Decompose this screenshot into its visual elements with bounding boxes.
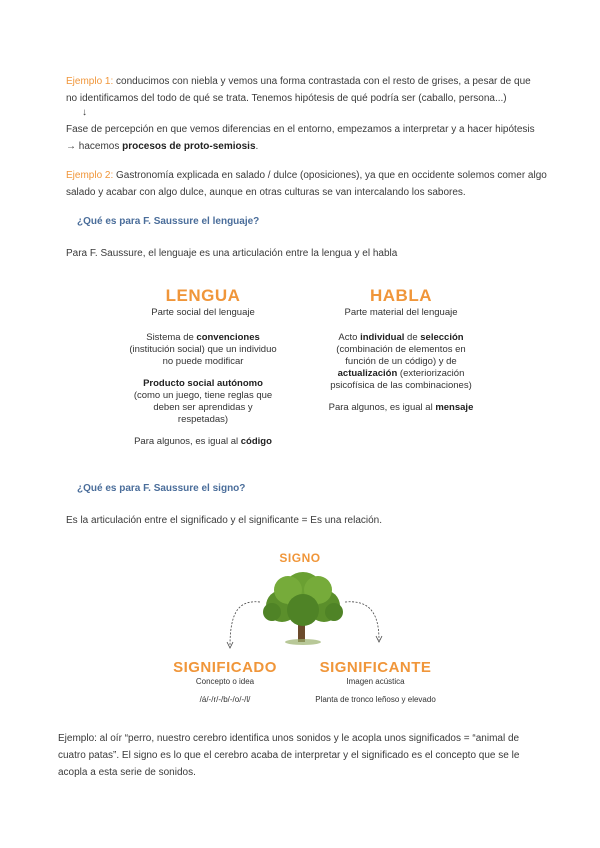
ejemplo2-label: Ejemplo 2: <box>66 170 114 181</box>
signo-definition: Es la articulación entre el significado y el significante = Es una relación. <box>66 515 383 526</box>
habla-title: HABLA <box>370 286 432 305</box>
ejemplo2-text: Gastronomía explicada en salado / dulce (oposiciones), ya que en occidente solemos comer algo salado y acabar con algo dulce, aunque en otras culturas se van intercalando los sabores. <box>66 170 547 198</box>
habla-p1-pre: Acto <box>338 332 361 343</box>
habla-column <box>325 286 477 414</box>
significante-block <box>313 659 438 704</box>
lengua-p1-bold: convenciones <box>196 332 260 343</box>
ejemplo1-text: conducimos con niebla y vemos una forma contrastada con el resto de grises, a pesar de que no identificamos del todo de qué se trata. Tenemos hipótesis de qué podría ser (caballo, persona...) <box>66 76 531 104</box>
habla-p2-pre: Para algunos, es igual al <box>328 402 436 413</box>
significante-title: SIGNIFICANTE <box>319 659 432 676</box>
arrow-left-curve <box>222 596 262 656</box>
significado-title: SIGNIFICADO <box>173 659 277 676</box>
habla-p1-bold3: actualización <box>337 368 398 379</box>
heading-signo: ¿Qué es para F. Saussure el signo? <box>77 483 246 494</box>
fase-end: . <box>255 141 259 152</box>
lengua-p2-bold: Producto social autónomo <box>143 378 263 389</box>
lengua-p2 <box>128 378 278 426</box>
fase-bold: procesos de proto-semiosis <box>122 141 256 152</box>
habla-p1-rest2: (exteriorización psicofísica de las combinaciones) <box>330 368 472 391</box>
significante-sub: Imagen acústica <box>346 677 405 686</box>
habla-p2-bold: mensaje <box>435 402 474 413</box>
habla-p2 <box>325 402 477 414</box>
significante-example: Planta de tronco leñoso y elevado <box>315 695 436 704</box>
habla-p1 <box>325 332 477 392</box>
tree-illustration <box>258 568 348 648</box>
lenguaje-definition: Para F. Saussure, el lenguaje es una articulación entre la lengua y el habla <box>66 248 398 259</box>
lengua-subtitle: Parte social del lenguaje <box>151 307 255 318</box>
significado-block <box>165 659 285 704</box>
arrow-right-curve <box>343 596 385 646</box>
heading-lenguaje: ¿Qué es para F. Saussure el lenguaje? <box>77 216 260 227</box>
ejemplo1-arrow: ↓ <box>82 107 87 118</box>
lengua-p1 <box>128 332 278 368</box>
ejemplo1-paragraph <box>66 73 544 107</box>
significado-example: /á/-/r/-/b/-/o/-/l/ <box>199 695 251 704</box>
fase-arrow-text: → hacemos <box>66 141 123 152</box>
habla-p1-mid: de <box>404 332 421 343</box>
ejemplo1-label: Ejemplo 1: <box>66 76 114 87</box>
lengua-p3-pre: Para algunos, es igual al <box>134 436 241 447</box>
habla-p1-rest1: (combinación de elementos en función de un código) y de <box>336 344 466 367</box>
lengua-p2-rest: (como un juego, tiene reglas que deben ser aprendidas y respetadas) <box>133 390 273 425</box>
significado-sub: Concepto o idea <box>195 677 255 686</box>
ejemplo2-paragraph <box>66 167 548 201</box>
habla-p1-bold2: selección <box>420 332 464 343</box>
lengua-p1-pre: Sistema de <box>146 332 197 343</box>
fase-paragraph <box>66 121 546 155</box>
diagram-signo-title: SIGNO <box>279 551 321 565</box>
lengua-p3 <box>128 436 278 448</box>
ejemplo3-paragraph: Ejemplo: al oír “perro, nuestro cerebro identifica unos sonidos y le acopla unos significados = “animal de cuatro patas”. El signo es lo que el cerebro acaba de interpretar y el significado es el concepto que se le acopla a esta serie de sonidos. <box>58 733 520 778</box>
fase-text: Fase de percepción en que vemos diferencias en el entorno, empezamos a interpretar y a hacer hipótesis <box>66 124 535 135</box>
lengua-title: LENGUA <box>165 286 241 305</box>
habla-subtitle: Parte material del lenguaje <box>344 307 458 318</box>
habla-p1-bold1: individual <box>360 332 405 343</box>
lengua-p1-rest: (institución social) que un individuo no puede modificar <box>129 344 277 367</box>
lengua-column <box>128 286 278 448</box>
lengua-p3-bold: código <box>240 436 272 447</box>
